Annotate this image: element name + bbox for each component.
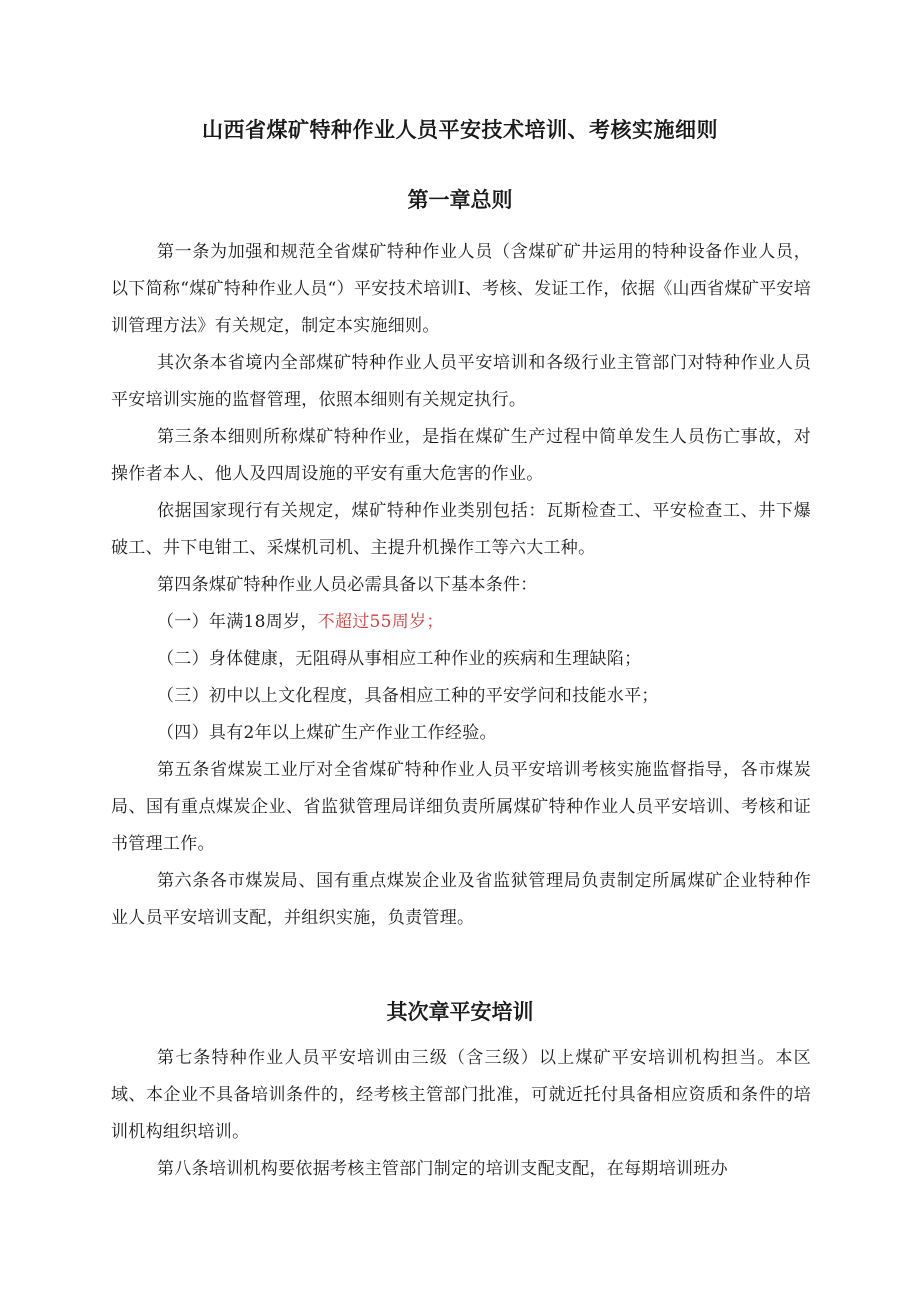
condition-item-2: （二）身体健康，无阻碍从事相应工种作业的疾病和生理缺陷； — [157, 649, 642, 669]
work-types-paragraph: 依据国家现行有关规定，煤矿特种作业类别包括：瓦斯检查工、平安检查工、井下爆破工、井下电钳工、采煤机司机、主提升机操作工等六大工种。 — [111, 501, 811, 558]
condition-item-1-highlight: 不超过55周岁； — [317, 612, 444, 632]
condition-item-3: （三）初中以上文化程度，具备相应工种的平安学问和技能水平； — [157, 686, 659, 706]
condition-item-1-text: （一）年满18周岁， — [157, 612, 318, 632]
article-7-paragraph: 第七条特种作业人员平安培训由三级（含三级）以上煤矿平安培训机构担当。本区域、本企业不具备培训条件的，经考核主管部门批准，可就近托付具备相应资质和条件的培训机构组织培训。 — [111, 1048, 811, 1142]
article-5-paragraph: 第五条省煤炭工业厅对全省煤矿特种作业人员平安培训考核实施监督指导，各市煤炭局、国有重点煤炭企业、省监狱管理局详细负责所属煤矿特种作业人员平安培训、考核和证书管理工作。 — [111, 760, 811, 854]
condition-item-1 — [111, 604, 811, 641]
condition-item-4: （四）具有2年以上煤矿生产作业工作经验。 — [157, 723, 497, 743]
article-1-paragraph: 第一条为加强和规范全省煤矿特种作业人员（含煤矿矿井运用的特种设备作业人员，以下简称“煤矿特种作业人员“）平安技术培训I、考核、发证工作，依据《山西省煤矿平安培训管理方法》有关规定，制定本实施细则。 — [111, 242, 811, 336]
article-4-paragraph: 第四条煤矿特种作业人员必需具备以下基本条件： — [157, 575, 538, 595]
document-title: 山西省煤矿特种作业人员平安技术培训、考核实施细则 — [202, 118, 718, 142]
article-8-paragraph: 第八条培训机构要依据考核主管部门制定的培训支配支配，在每期培训班办 — [157, 1159, 728, 1179]
chapter-2-heading: 其次章平安培训 — [386, 1000, 534, 1024]
article-3-paragraph: 第三条本细则所称煤矿特种作业，是指在煤矿生产过程中简单发生人员伤亡事故，对操作者本人、他人及四周设施的平安有重大危害的作业。 — [111, 427, 811, 484]
article-6-paragraph: 第六条各市煤炭局、国有重点煤炭企业及省监狱管理局负责制定所属煤矿企业特种作业人员平安培训支配，并组织实施，负责管理。 — [111, 871, 811, 928]
article-2-paragraph: 其次条本省境内全部煤矿特种作业人员平安培训和各级行业主管部门对特种作业人员平安培训实施的监督管理，依照本细则有关规定执行。 — [111, 353, 811, 410]
chapter-1-heading: 第一章总则 — [407, 188, 513, 212]
